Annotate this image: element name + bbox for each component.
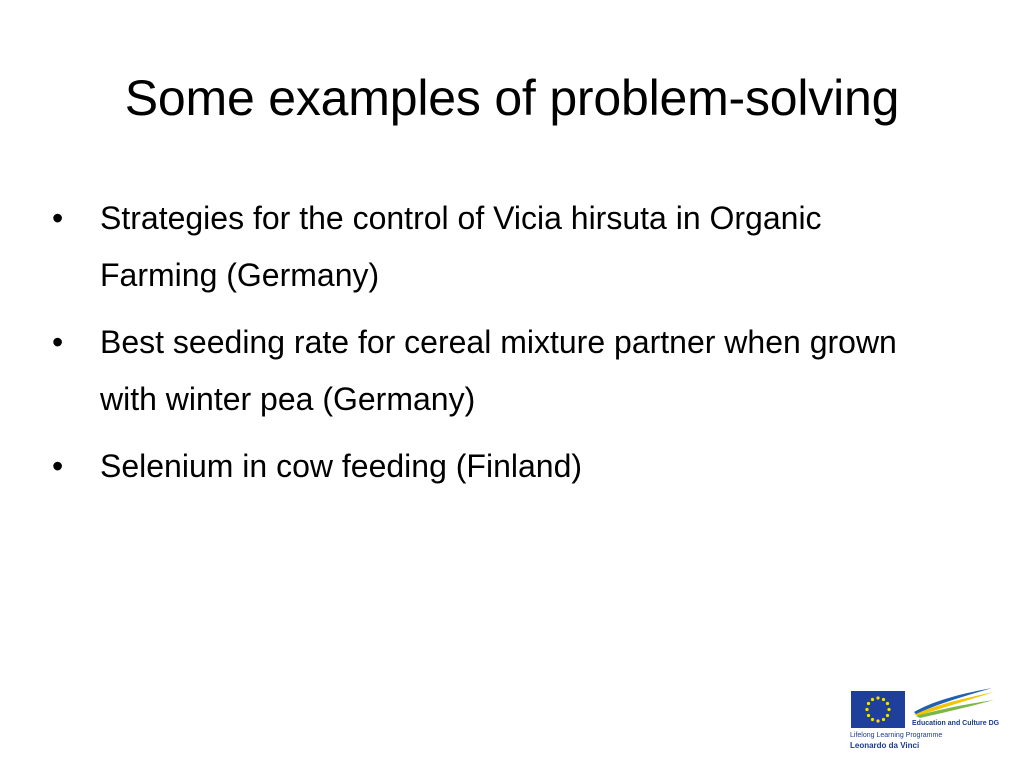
bullet-marker: • — [52, 324, 64, 360]
programme-text: Lifelong Learning Programme — [850, 732, 943, 739]
bullet-marker: • — [52, 200, 64, 236]
bullet-item-selenium — [52, 438, 932, 495]
bullet-text: Best seeding rate for cereal mixture partner when grown with winter pea (Germany) — [100, 324, 897, 417]
eu-flag-icon — [851, 691, 905, 728]
bullet-text: Selenium in cow feeding (Finland) — [100, 448, 583, 484]
bullet-marker: • — [52, 448, 64, 484]
sub-programme-text: Leonardo da Vinci — [850, 741, 920, 750]
slide-title: Some examples of problem-solving — [124, 70, 900, 126]
bullet-item-vicia — [52, 190, 932, 304]
swoosh-icon — [912, 688, 996, 718]
eu-programme-logo — [846, 683, 1002, 757]
bullet-item-seeding-rate — [52, 314, 932, 428]
bullet-text: Strategies for the control of Vicia hirsuta in Organic Farming (Germany) — [100, 200, 822, 293]
department-text: Education and Culture DG — [912, 720, 1000, 727]
bullet-list — [52, 190, 932, 505]
